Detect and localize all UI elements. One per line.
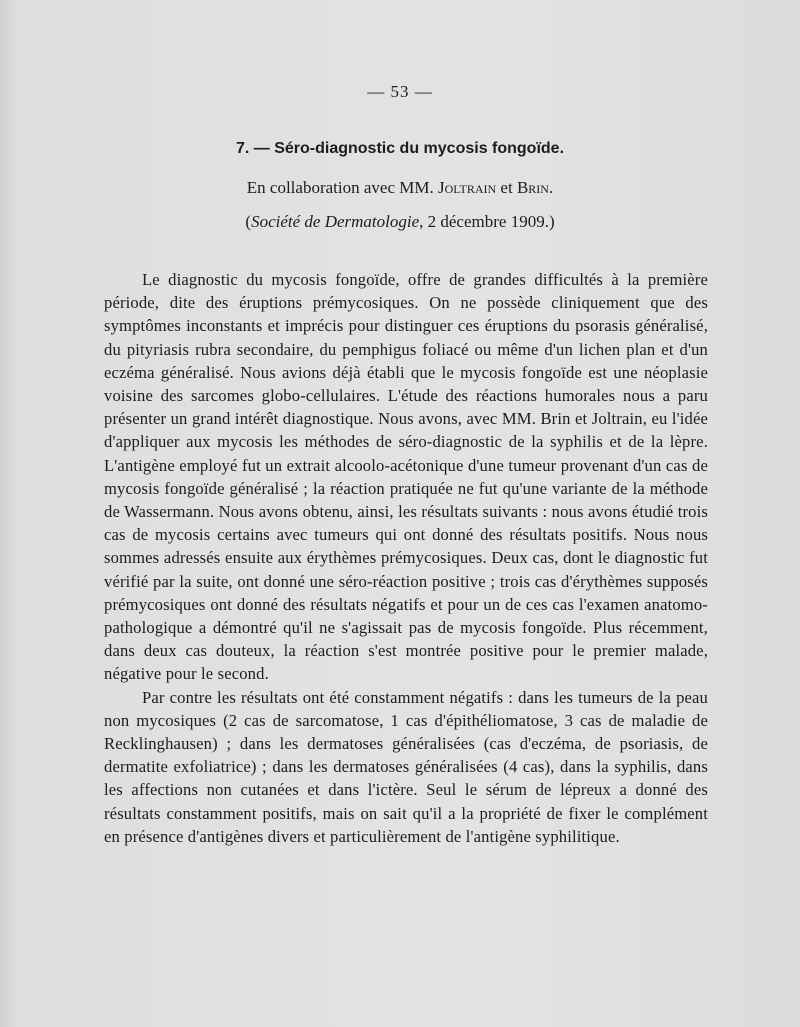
section-title: 7. — Séro-diagnostic du mycosis fongoïde. xyxy=(235,140,565,157)
collaboration-prefix: En collaboration avec MM. xyxy=(246,178,434,197)
collaboration-conjunction: et xyxy=(500,178,513,197)
author-joltrain: Joltrain xyxy=(437,178,497,197)
paragraph-1: Le diagnostic du mycosis fongoïde, offre de grandes difficultés à la première période, dite des éruptions prémycosiques. On ne possède cliniquement que des symptômes inconstants et imprécis pour distinguer ces éruptions du psorasis généralisé, du pityriasis rubra secondaire, du pemphigus foliacé ou même d'un lichen plan et d'un eczéma généralisé. Nous avions déjà établi que le mycosis fongoïde est une néoplasie voisine des sarcomes globo-cellulaires. L'étude des réactions humorales nous a paru présenter un grand intérêt diagnostique. Nous avons, avec MM. Brin et Joltrain, eu l'idée d'appliquer aux mycosis les méthodes de séro-diagnostic de la syphilis et de la lèpre. L'antigène employé fut un extrait alcoolo-acétonique d'une tumeur provenant d'un cas de mycosis fongoïde généralisé ; la réaction pratiquée ne fut qu'une variante de la méthode de Wassermann. Nous avons obtenu, ainsi, les résultats suivants : nous avons étudié trois cas de mycosis certains avec tumeurs qui ont donné des résultats positifs. Nous nous sommes adressés ensuite aux érythèmes prémycosiques. Deux cas, dont le diagnostic fut vérifié par la suite, ont donné une séro-réaction positive ; trois cas d'érythèmes supposés prémycosiques ont donné des résultats négatifs et pour un de ces cas l'examen anatomo-pathologique a démontré qu'il ne s'agissait pas de mycosis fongoïde. Plus récemment, dans deux cas douteux, la réaction s'est montrée positive pour le premier malade, négative pour le second. xyxy=(104,270,708,684)
paragraph-2: Par contre les résultats ont été constamment négatifs : dans les tumeurs de la peau non mycosiques (2 cas de sarcomatose, 1 cas d'épithéliomatose, 3 cas de maladie de Recklinghausen) ; dans les dermatoses généralisées (cas d'eczéma, de psoriasis, de dermatite exfoliatrice) ; dans les dermatoses généralisées (4 cas), dans la syphilis, dans les affections non cutanées et dans l'ictère. Seul le sérum de lépreux a donné des résultats constamment positifs, mais on sait qu'il a la propriété de fixer le complément en présence d'antigènes divers et particulièrement de l'antigène syphilitique. xyxy=(104,687,708,846)
collaboration-line xyxy=(0,178,800,198)
source-open-paren: ( xyxy=(245,212,252,231)
author-brin: Brin. xyxy=(516,178,554,197)
source-citation xyxy=(0,212,800,232)
source-date: , 2 décembre 1909.) xyxy=(419,212,555,231)
page-number: — 53 — xyxy=(367,82,433,101)
source-society: Société de Dermatologie xyxy=(251,212,420,231)
body-text xyxy=(104,268,708,848)
